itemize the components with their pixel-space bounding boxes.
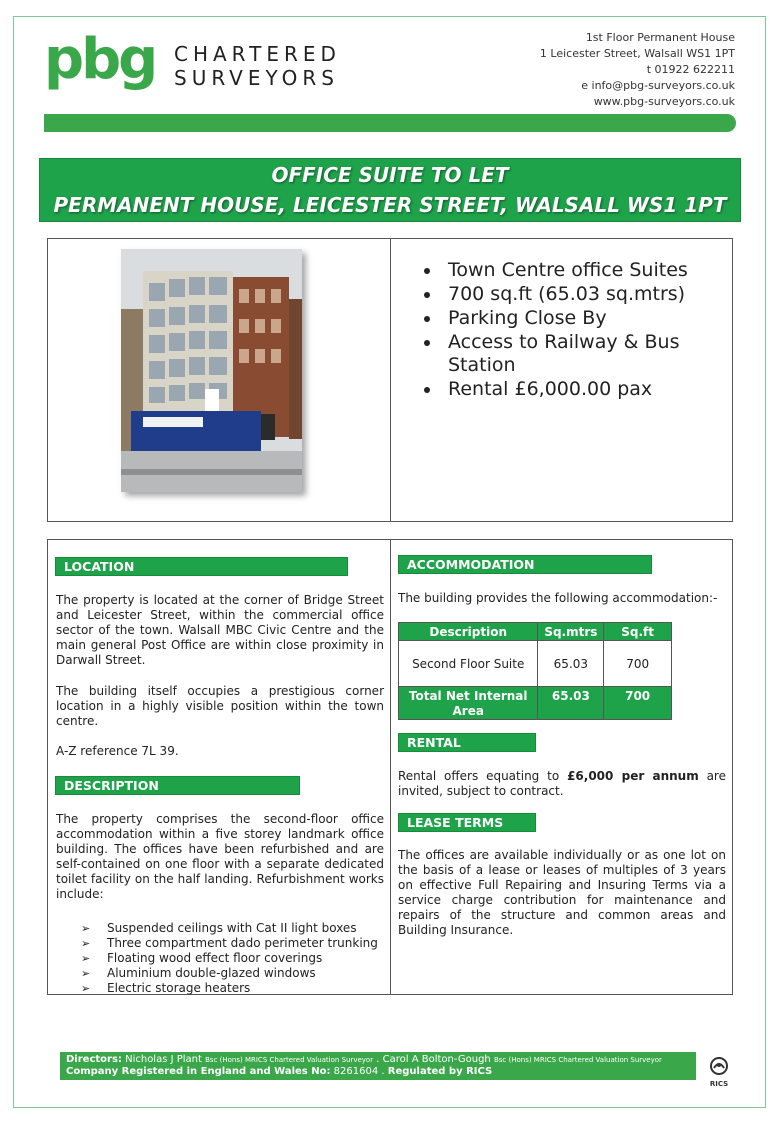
highlight-item: 700 sq.ft (65.03 sq.mtrs) xyxy=(420,283,720,306)
details-divider xyxy=(390,540,391,994)
registration-separator: . xyxy=(381,1066,385,1077)
footer-bar xyxy=(60,1052,696,1080)
title-line-2: PERMANENT HOUSE, LEICESTER STREET, WALSALL WS1 1PT xyxy=(53,193,727,217)
director-2-quals: Bsc (Hons) MRICS Chartered Valuation Surveyor xyxy=(493,1056,662,1064)
rental-text-after: are invited, subject to contract. xyxy=(398,769,726,798)
list-item: ➢ Suspended ceilings with Cat II light boxes xyxy=(81,921,381,936)
table-cell: 65.03 xyxy=(538,687,604,720)
summary-box xyxy=(47,238,733,522)
company-number: 8261604 xyxy=(333,1066,379,1077)
description-para: The property comprises the second-floor office accommodation within a five storey landmark office building. The offices have been refurbished and are self-contained on one floor with a separate dedicated toilet facility on the half landing. Refurbishment works include: xyxy=(56,812,384,901)
company-logo xyxy=(44,32,341,102)
accommodation-heading: ACCOMMODATION xyxy=(398,555,652,574)
highlight-item: Town Centre office Suites xyxy=(420,259,720,282)
title-line-1: OFFICE SUITE TO LET xyxy=(271,163,509,187)
table-cell: Total Net Internal Area xyxy=(399,687,538,720)
table-cell: 700 xyxy=(604,687,672,720)
address-line-2: 1 Leicester Street, Walsall WS1 1PT xyxy=(539,47,735,60)
description-heading: DESCRIPTION xyxy=(55,776,300,795)
highlight-item: Rental £6,000.00 pax xyxy=(420,378,720,401)
website-link[interactable]: www.pbg-surveyors.co.uk xyxy=(593,95,735,108)
directors-line xyxy=(66,1054,690,1066)
summary-divider xyxy=(390,239,391,521)
rental-amount: £6,000 per annum xyxy=(567,769,699,783)
column-header: Sq.mtrs xyxy=(538,623,604,641)
svg-text:pbg: pbg xyxy=(44,32,156,92)
accommodation-table xyxy=(398,622,672,720)
lease-terms-heading: LEASE TERMS xyxy=(398,813,536,832)
building-illustration xyxy=(121,249,302,492)
list-item: ➢ Aluminium double-glazed windows xyxy=(81,966,381,981)
column-header: Sq.ft xyxy=(604,623,672,641)
rental-text-before: Rental offers equating to xyxy=(398,769,568,783)
rics-emblem-icon xyxy=(708,1056,730,1076)
table-cell: 700 xyxy=(604,641,672,687)
location-para-1: The property is located at the corner of Bridge Street and Leicester Street, within the commercial office sector of the town. Walsall MBC Civic Centre and the main general Post Office are within close proximity in Darwall Street. xyxy=(56,593,384,667)
registered-label: Company Registered in England and Wales No: xyxy=(66,1066,331,1077)
location-heading: LOCATION xyxy=(55,557,348,576)
rental-heading: RENTAL xyxy=(398,733,536,752)
lease-terms-para: The offices are available individually or as one lot on the basis of a lease or leases of multiples of 3 years on effective Full Repairing and Insuring Terms via a service charge contribution for maintenance and repairs of the structure and common areas and Building Insurance. xyxy=(398,848,726,937)
logo-line-surveyors: SURVEYORS xyxy=(174,66,339,90)
registration-line xyxy=(66,1066,690,1078)
directors-label: Directors: xyxy=(66,1054,122,1065)
accommodation-intro: The building provides the following accommodation:- xyxy=(398,591,718,605)
rental-para xyxy=(398,769,726,799)
email-link[interactable]: e info@pbg-surveyors.co.uk xyxy=(581,79,735,92)
rics-logo xyxy=(704,1056,734,1086)
table-row xyxy=(399,641,672,687)
list-item: ➢ Three compartment dado perimeter trunking xyxy=(81,936,381,951)
contact-block xyxy=(540,30,735,110)
table-header-row xyxy=(399,623,672,641)
director-1-quals: Bsc (Hons) MRICS Chartered Valuation Surveyor xyxy=(205,1056,374,1064)
rics-label: RICS xyxy=(709,1080,729,1088)
highlights-list xyxy=(420,259,720,402)
table-cell: 65.03 xyxy=(538,641,604,687)
highlight-item: Parking Close By xyxy=(420,307,720,330)
logo-wordmark xyxy=(174,42,341,90)
phone: t 01922 622211 xyxy=(646,63,735,76)
location-para-2: The building itself occupies a prestigious corner location in a highly visible position within the town centre. xyxy=(56,684,384,728)
title-banner xyxy=(39,158,741,222)
table-total-row xyxy=(399,687,672,720)
details-box xyxy=(47,539,733,995)
list-item: ➢ Electric storage heaters xyxy=(81,981,381,996)
header-green-bar xyxy=(44,114,736,132)
building-photo xyxy=(121,249,302,492)
list-item: ➢ Floating wood effect floor coverings xyxy=(81,951,381,966)
location-para-3: A-Z reference 7L 39. xyxy=(56,744,179,758)
director-separator: . xyxy=(376,1054,380,1065)
logo-line-chartered: CHARTERED xyxy=(174,42,341,66)
refurbishment-list xyxy=(81,921,381,996)
pbg-logo-mark xyxy=(44,32,164,98)
regulated-label: Regulated by RICS xyxy=(387,1066,493,1077)
director-1: Nicholas J Plant xyxy=(125,1054,202,1065)
table-cell: Second Floor Suite xyxy=(399,641,538,687)
highlight-item: Access to Railway & Bus Station xyxy=(420,331,720,377)
address-line-1: 1st Floor Permanent House xyxy=(585,31,735,44)
director-2: Carol A Bolton-Gough xyxy=(382,1054,491,1065)
column-header: Description xyxy=(399,623,538,641)
